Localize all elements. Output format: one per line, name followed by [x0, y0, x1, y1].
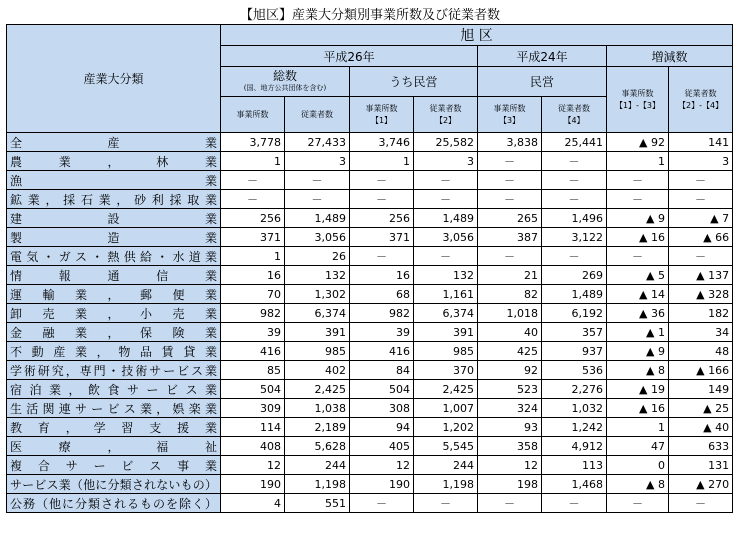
- table-cell: 16: [221, 266, 285, 285]
- table-cell: ▲ 36: [607, 304, 669, 323]
- header-year-h26: 平成26年: [221, 46, 478, 67]
- industry-name: 医療，福祉: [7, 437, 221, 456]
- table-row: [7, 418, 733, 437]
- table-row: [7, 475, 733, 494]
- table-cell: 308: [350, 399, 414, 418]
- table-cell: 26: [285, 247, 350, 266]
- table-row: [7, 323, 733, 342]
- table-cell: 3,122: [542, 228, 607, 247]
- table-cell: 4: [221, 494, 285, 513]
- table-cell: 425: [478, 342, 542, 361]
- table-cell: －: [478, 494, 542, 513]
- header-est-1-key: 【1】: [370, 115, 393, 125]
- table-cell: 1,489: [414, 209, 478, 228]
- table-cell: ▲ 5: [607, 266, 669, 285]
- table-cell: －: [542, 494, 607, 513]
- table-cell: －: [669, 494, 733, 513]
- table-row: [7, 437, 733, 456]
- table-cell: ▲ 14: [607, 285, 669, 304]
- table-cell: 1,302: [285, 285, 350, 304]
- table-cell: 3: [669, 152, 733, 171]
- table-row: [7, 247, 733, 266]
- table-cell: 131: [669, 456, 733, 475]
- header-est-3-label: 事業所数: [493, 103, 526, 113]
- table-cell: ▲ 9: [607, 342, 669, 361]
- table-cell: 1: [221, 247, 285, 266]
- table-cell: 536: [542, 361, 607, 380]
- table-cell: ▲ 328: [669, 285, 733, 304]
- table-cell: 371: [221, 228, 285, 247]
- industry-name: サービス業（他に分類されないもの）: [7, 475, 221, 494]
- table-cell: －: [414, 247, 478, 266]
- table-cell: －: [350, 171, 414, 190]
- industry-name: 農業，林業: [7, 152, 221, 171]
- table-cell: 47: [607, 437, 669, 456]
- header-change-emp-label: 従業者数: [684, 88, 717, 98]
- table-cell: 985: [414, 342, 478, 361]
- table-cell: 256: [350, 209, 414, 228]
- header-change-emp: [669, 67, 733, 133]
- table-cell: 3,838: [478, 133, 542, 152]
- header-change: 増減数: [607, 46, 733, 67]
- table-cell: －: [350, 494, 414, 513]
- table-cell: －: [669, 190, 733, 209]
- table-cell: 1,018: [478, 304, 542, 323]
- table-cell: 34: [669, 323, 733, 342]
- table-cell: ▲ 1: [607, 323, 669, 342]
- table-cell: －: [478, 171, 542, 190]
- industry-name: 学術研究，専門・技術サービス業: [7, 361, 221, 380]
- table-row: [7, 209, 733, 228]
- table-cell: 371: [350, 228, 414, 247]
- table-cell: 523: [478, 380, 542, 399]
- table-cell: ▲ 40: [669, 418, 733, 437]
- industry-name: 金融業，保険業: [7, 323, 221, 342]
- industry-name: 鉱業，採石業，砂利採取業: [7, 190, 221, 209]
- table-cell: －: [350, 190, 414, 209]
- table-cell: 402: [285, 361, 350, 380]
- table-cell: 1,038: [285, 399, 350, 418]
- table-row: [7, 266, 733, 285]
- header-private-h26: うち民営: [350, 67, 478, 97]
- table-row: [7, 228, 733, 247]
- table-row: [7, 361, 733, 380]
- table-cell: 12: [221, 456, 285, 475]
- table-row: [7, 285, 733, 304]
- table-cell: 132: [414, 266, 478, 285]
- industry-name: 運輸業，郵便業: [7, 285, 221, 304]
- table-cell: －: [221, 171, 285, 190]
- header-area: 旭 区: [221, 25, 733, 46]
- table-cell: 324: [478, 399, 542, 418]
- table-cell: 1,242: [542, 418, 607, 437]
- header-total-est: 事業所数: [221, 97, 285, 133]
- table-cell: 6,374: [285, 304, 350, 323]
- table-cell: 1,032: [542, 399, 607, 418]
- table-cell: －: [414, 494, 478, 513]
- table-cell: 12: [350, 456, 414, 475]
- table-cell: 12: [478, 456, 542, 475]
- table-cell: 3,778: [221, 133, 285, 152]
- table-cell: －: [542, 247, 607, 266]
- table-cell: 40: [478, 323, 542, 342]
- table-cell: ▲ 137: [669, 266, 733, 285]
- industry-name: 複合サービス事業: [7, 456, 221, 475]
- table-cell: 982: [350, 304, 414, 323]
- table-cell: 1,489: [542, 285, 607, 304]
- industry-name: 教育，学習支援業: [7, 418, 221, 437]
- table-cell: 1,198: [285, 475, 350, 494]
- table-row: [7, 152, 733, 171]
- table-cell: 3,746: [350, 133, 414, 152]
- table-cell: 551: [285, 494, 350, 513]
- industry-name: 全産業: [7, 133, 221, 152]
- header-change-emp-formula: 【2】-【4】: [678, 100, 724, 110]
- table-cell: 114: [221, 418, 285, 437]
- table-cell: 82: [478, 285, 542, 304]
- table-cell: 1,489: [285, 209, 350, 228]
- table-cell: ▲ 8: [607, 361, 669, 380]
- header-emp-2-label: 従業者数: [429, 103, 462, 113]
- table-cell: －: [285, 171, 350, 190]
- table-cell: －: [607, 190, 669, 209]
- industry-name: 情報通信業: [7, 266, 221, 285]
- table-cell: ▲ 270: [669, 475, 733, 494]
- table-cell: ▲ 66: [669, 228, 733, 247]
- table-row: [7, 171, 733, 190]
- table-cell: ▲ 16: [607, 228, 669, 247]
- table-cell: 2,276: [542, 380, 607, 399]
- header-total: [221, 67, 350, 97]
- header-emp-4-key: 【4】: [563, 115, 585, 125]
- table-cell: －: [669, 171, 733, 190]
- table-cell: 391: [285, 323, 350, 342]
- table-cell: 1: [221, 152, 285, 171]
- table-cell: 94: [350, 418, 414, 437]
- table-cell: ▲ 9: [607, 209, 669, 228]
- table-cell: 149: [669, 380, 733, 399]
- table-cell: 113: [542, 456, 607, 475]
- table-cell: 357: [542, 323, 607, 342]
- table-cell: 1,496: [542, 209, 607, 228]
- industry-name: 宿泊業，飲食サービス業: [7, 380, 221, 399]
- table-cell: 48: [669, 342, 733, 361]
- table-cell: －: [414, 190, 478, 209]
- industry-name: 電気・ガス・熱供給・水道業: [7, 247, 221, 266]
- table-cell: 2,189: [285, 418, 350, 437]
- table-row: [7, 380, 733, 399]
- table-cell: ▲ 166: [669, 361, 733, 380]
- table-cell: ▲ 92: [607, 133, 669, 152]
- header-private-h24: 民営: [478, 67, 607, 97]
- table-cell: 937: [542, 342, 607, 361]
- table-cell: －: [669, 247, 733, 266]
- table-cell: 1: [350, 152, 414, 171]
- header-emp-4-label: 従業者数: [558, 103, 590, 113]
- table-cell: 3,056: [414, 228, 478, 247]
- table-cell: －: [607, 494, 669, 513]
- table-cell: 182: [669, 304, 733, 323]
- table-cell: 358: [478, 437, 542, 456]
- table-cell: 5,545: [414, 437, 478, 456]
- table-cell: 387: [478, 228, 542, 247]
- table-cell: 27,433: [285, 133, 350, 152]
- table-row: [7, 304, 733, 323]
- table-cell: 39: [221, 323, 285, 342]
- table-cell: 0: [607, 456, 669, 475]
- header-year-h24: 平成24年: [478, 46, 607, 67]
- table-cell: 244: [414, 456, 478, 475]
- header-change-est: [607, 67, 669, 133]
- table-cell: 3: [285, 152, 350, 171]
- table-cell: －: [350, 247, 414, 266]
- header-change-est-formula: 【1】-【3】: [614, 100, 661, 110]
- table-cell: 6,192: [542, 304, 607, 323]
- table-cell: 4,912: [542, 437, 607, 456]
- table-row: [7, 190, 733, 209]
- table-cell: －: [221, 190, 285, 209]
- table-cell: 982: [221, 304, 285, 323]
- table-cell: 141: [669, 133, 733, 152]
- table-cell: －: [607, 171, 669, 190]
- table-cell: 265: [478, 209, 542, 228]
- table-cell: 5,628: [285, 437, 350, 456]
- table-row: [7, 342, 733, 361]
- table-cell: 3: [414, 152, 478, 171]
- table-cell: 391: [414, 323, 478, 342]
- table-cell: 85: [221, 361, 285, 380]
- table-cell: 408: [221, 437, 285, 456]
- table-cell: 985: [285, 342, 350, 361]
- table-cell: 416: [350, 342, 414, 361]
- table-cell: ▲ 8: [607, 475, 669, 494]
- table-row: [7, 399, 733, 418]
- table-row: [7, 456, 733, 475]
- page-title: 【旭区】産業大分類別事業所数及び従業者数: [239, 8, 500, 23]
- table-cell: 190: [350, 475, 414, 494]
- table-cell: ▲ 25: [669, 399, 733, 418]
- table-cell: 269: [542, 266, 607, 285]
- table-cell: 198: [478, 475, 542, 494]
- table-cell: 1,007: [414, 399, 478, 418]
- table-cell: 244: [285, 456, 350, 475]
- table-cell: ▲ 7: [669, 209, 733, 228]
- table-cell: 132: [285, 266, 350, 285]
- header-total-note: (国、地方公共団体を含む): [243, 83, 327, 92]
- table-cell: 405: [350, 437, 414, 456]
- header-emp-4: [542, 97, 607, 133]
- industry-name: 卸売業，小売業: [7, 304, 221, 323]
- header-emp-2: [414, 97, 478, 133]
- table-cell: 1,161: [414, 285, 478, 304]
- header-total-label: 総数: [272, 68, 297, 83]
- table-cell: 190: [221, 475, 285, 494]
- table-cell: ▲ 16: [607, 399, 669, 418]
- table-cell: ▲ 19: [607, 380, 669, 399]
- table-cell: 504: [221, 380, 285, 399]
- header-change-est-label: 事業所数: [621, 88, 654, 98]
- header-est-3: [478, 97, 542, 133]
- table-cell: 370: [414, 361, 478, 380]
- industry-name: 製造業: [7, 228, 221, 247]
- table-row: [7, 133, 733, 152]
- header-total-emp: 従業者数: [285, 97, 350, 133]
- table-cell: 2,425: [414, 380, 478, 399]
- industry-name: 漁業: [7, 171, 221, 190]
- industry-name: 不動産業，物品賃貸業: [7, 342, 221, 361]
- table-cell: －: [478, 152, 542, 171]
- table-cell: －: [285, 190, 350, 209]
- table-cell: 25,441: [542, 133, 607, 152]
- table-cell: 1,198: [414, 475, 478, 494]
- industry-name: 建設業: [7, 209, 221, 228]
- table-cell: －: [607, 247, 669, 266]
- table-cell: 1: [607, 152, 669, 171]
- table-cell: 21: [478, 266, 542, 285]
- table-cell: 2,425: [285, 380, 350, 399]
- industry-table: [6, 24, 733, 513]
- table-cell: 1,468: [542, 475, 607, 494]
- table-cell: 16: [350, 266, 414, 285]
- table-cell: －: [542, 190, 607, 209]
- header-emp-2-key: 【2】: [434, 115, 457, 125]
- header-est-3-key: 【3】: [498, 115, 521, 125]
- table-cell: 1,202: [414, 418, 478, 437]
- table-cell: 256: [221, 209, 285, 228]
- table-cell: 3,056: [285, 228, 350, 247]
- industry-name: 生活関連サービス業，娯楽業: [7, 399, 221, 418]
- table-cell: 633: [669, 437, 733, 456]
- table-cell: －: [414, 171, 478, 190]
- table-cell: －: [478, 247, 542, 266]
- table-cell: 39: [350, 323, 414, 342]
- table-cell: 309: [221, 399, 285, 418]
- header-est-1-label: 事業所数: [365, 103, 398, 113]
- table-cell: 416: [221, 342, 285, 361]
- table-cell: 70: [221, 285, 285, 304]
- header-industry: 産業大分類: [7, 25, 221, 133]
- table-cell: －: [542, 152, 607, 171]
- table-cell: －: [478, 190, 542, 209]
- table-cell: 68: [350, 285, 414, 304]
- industry-name: 公務（他に分類されるものを除く）: [7, 494, 221, 513]
- table-cell: 1: [607, 418, 669, 437]
- header-est-1: [350, 97, 414, 133]
- table-cell: 84: [350, 361, 414, 380]
- table-cell: 93: [478, 418, 542, 437]
- table-cell: 25,582: [414, 133, 478, 152]
- table-cell: 504: [350, 380, 414, 399]
- table-cell: 6,374: [414, 304, 478, 323]
- table-cell: －: [542, 171, 607, 190]
- table-row: [7, 494, 733, 513]
- table-cell: 92: [478, 361, 542, 380]
